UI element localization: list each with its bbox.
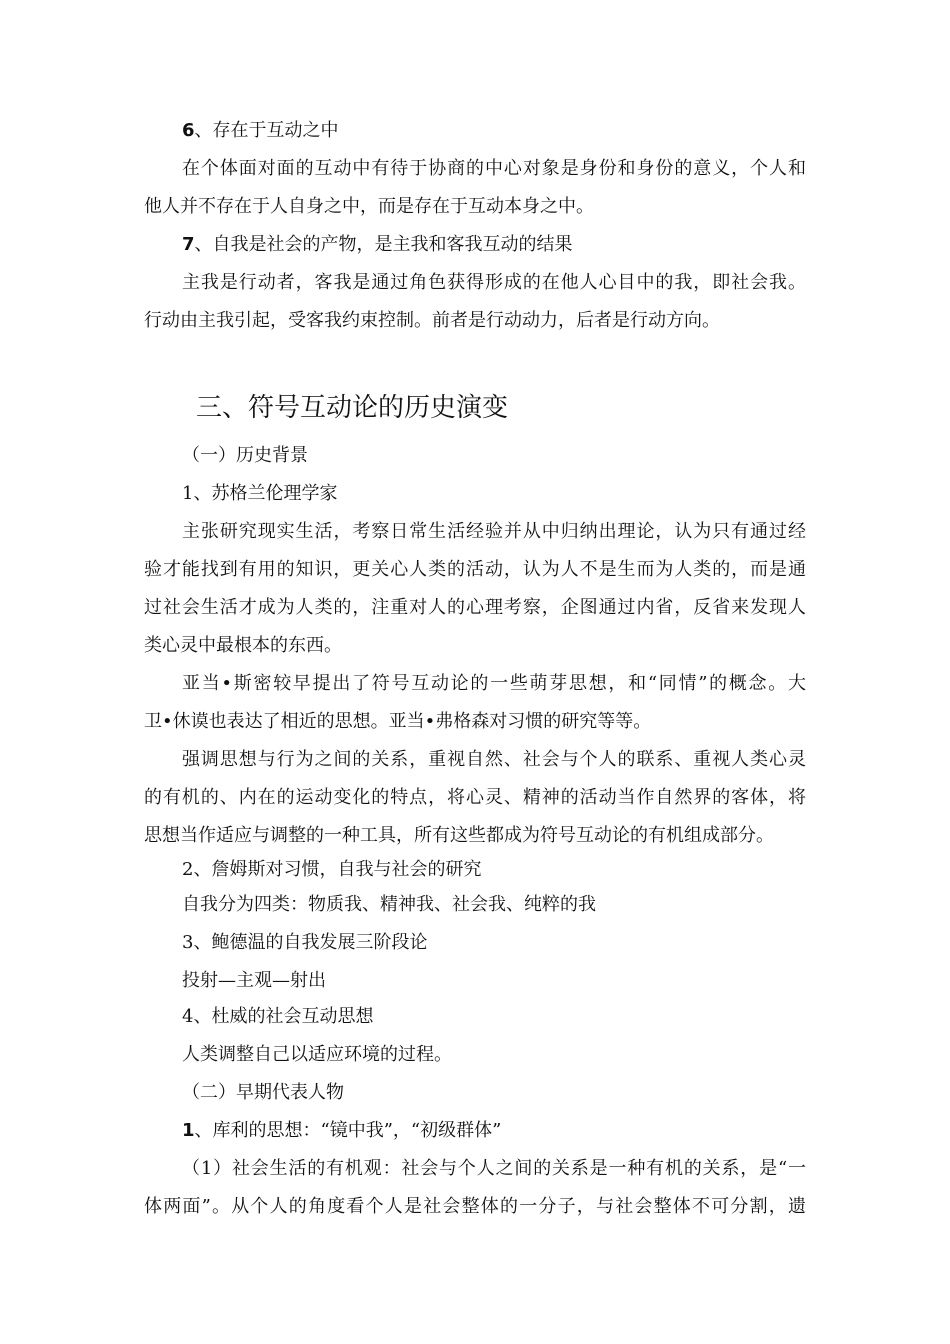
background-item-3-text: 投射—主观—射出 xyxy=(182,970,326,991)
background-p3-line-3: 思想当作适应与调整的一种工具，所有这些都成为符号互动论的有机组成部分。 xyxy=(144,825,774,846)
background-p3-line-2: 的有机的、内在的运动变化的特点，将心灵、精神的活动当作自然界的客体，将 xyxy=(144,787,806,808)
background-p2-line-2: 卫•休谟也表达了相近的思想。亚当•弗格森对习惯的研究等等。 xyxy=(144,711,652,732)
item-7-title-text: 、自我是社会的产物，是主我和客我互动的结果 xyxy=(194,234,573,255)
background-p3-line-1: 强调思想与行为之间的关系，重视自然、社会与个人的联系、重视人类心灵 xyxy=(182,749,806,770)
subsection-2-title: （二）早期代表人物 xyxy=(182,1082,344,1103)
background-item-2-text: 自我分为四类：物质我、精神我、社会我、纯粹的我 xyxy=(182,894,596,915)
background-p2-line-1: 亚当•斯密较早提出了符号互动论的一些萌芽思想，和“同情”的概念。大 xyxy=(182,673,806,694)
background-p1-line-3: 过社会生活才成为人类的，注重对人的心理考察，企图通过内省，反省来发现人 xyxy=(144,597,806,618)
background-item-1-title: 1、苏格兰伦理学家 xyxy=(182,483,338,504)
early-figures-item-1-number: 1 xyxy=(182,1120,195,1141)
item-6-title-text: 、存在于互动之中 xyxy=(194,120,339,141)
early-figures-item-1-title-text: 、库利的思想：“镜中我”，“初级群体” xyxy=(194,1120,502,1141)
item-6-number: 6 xyxy=(182,120,195,141)
early-figures-p1-line-1: （1）社会生活的有机观：社会与个人之间的关系是一种有机的关系，是“一 xyxy=(182,1158,806,1179)
item-7-number: 7 xyxy=(182,234,195,255)
background-p1-line-4: 类心灵中最根本的东西。 xyxy=(144,635,342,656)
chapter-3-heading: 三、符号互动论的历史演变 xyxy=(196,393,509,423)
background-item-4-title: 4、杜威的社会互动思想 xyxy=(182,1006,374,1027)
subsection-1-title: （一）历史背景 xyxy=(182,445,308,466)
item-6-title xyxy=(182,119,339,143)
background-item-2-title: 2、詹姆斯对习惯，自我与社会的研究 xyxy=(182,859,482,880)
item-7-paragraph-line-1: 主我是行动者，客我是通过角色获得形成的在他人心目中的我，即社会我。 xyxy=(182,272,806,293)
background-p1-line-1: 主张研究现实生活，考察日常生活经验并从中归纳出理论，认为只有通过经 xyxy=(182,521,806,542)
early-figures-item-1-title xyxy=(182,1119,501,1143)
item-6-paragraph-line-1: 在个体面对面的互动中有待于协商的中心对象是身份和身份的意义，个人和 xyxy=(182,158,806,179)
background-item-3-title: 3、鲍德温的自我发展三阶段论 xyxy=(182,932,428,953)
background-p1-line-2: 验才能找到有用的知识，更关心人类的活动，认为人不是生而为人类的，而是通 xyxy=(144,559,806,580)
background-item-4-text: 人类调整自己以适应环境的过程。 xyxy=(182,1044,452,1065)
item-7-paragraph-line-2: 行动由主我引起，受客我约束控制。前者是行动动力，后者是行动方向。 xyxy=(144,310,720,331)
item-7-title xyxy=(182,233,573,257)
item-6-paragraph-line-2: 他人并不存在于人自身之中，而是存在于互动本身之中。 xyxy=(144,196,594,217)
early-figures-p1-line-2: 体两面”。从个人的角度看个人是社会整体的一分子，与社会整体不可分割，遗 xyxy=(144,1196,806,1217)
